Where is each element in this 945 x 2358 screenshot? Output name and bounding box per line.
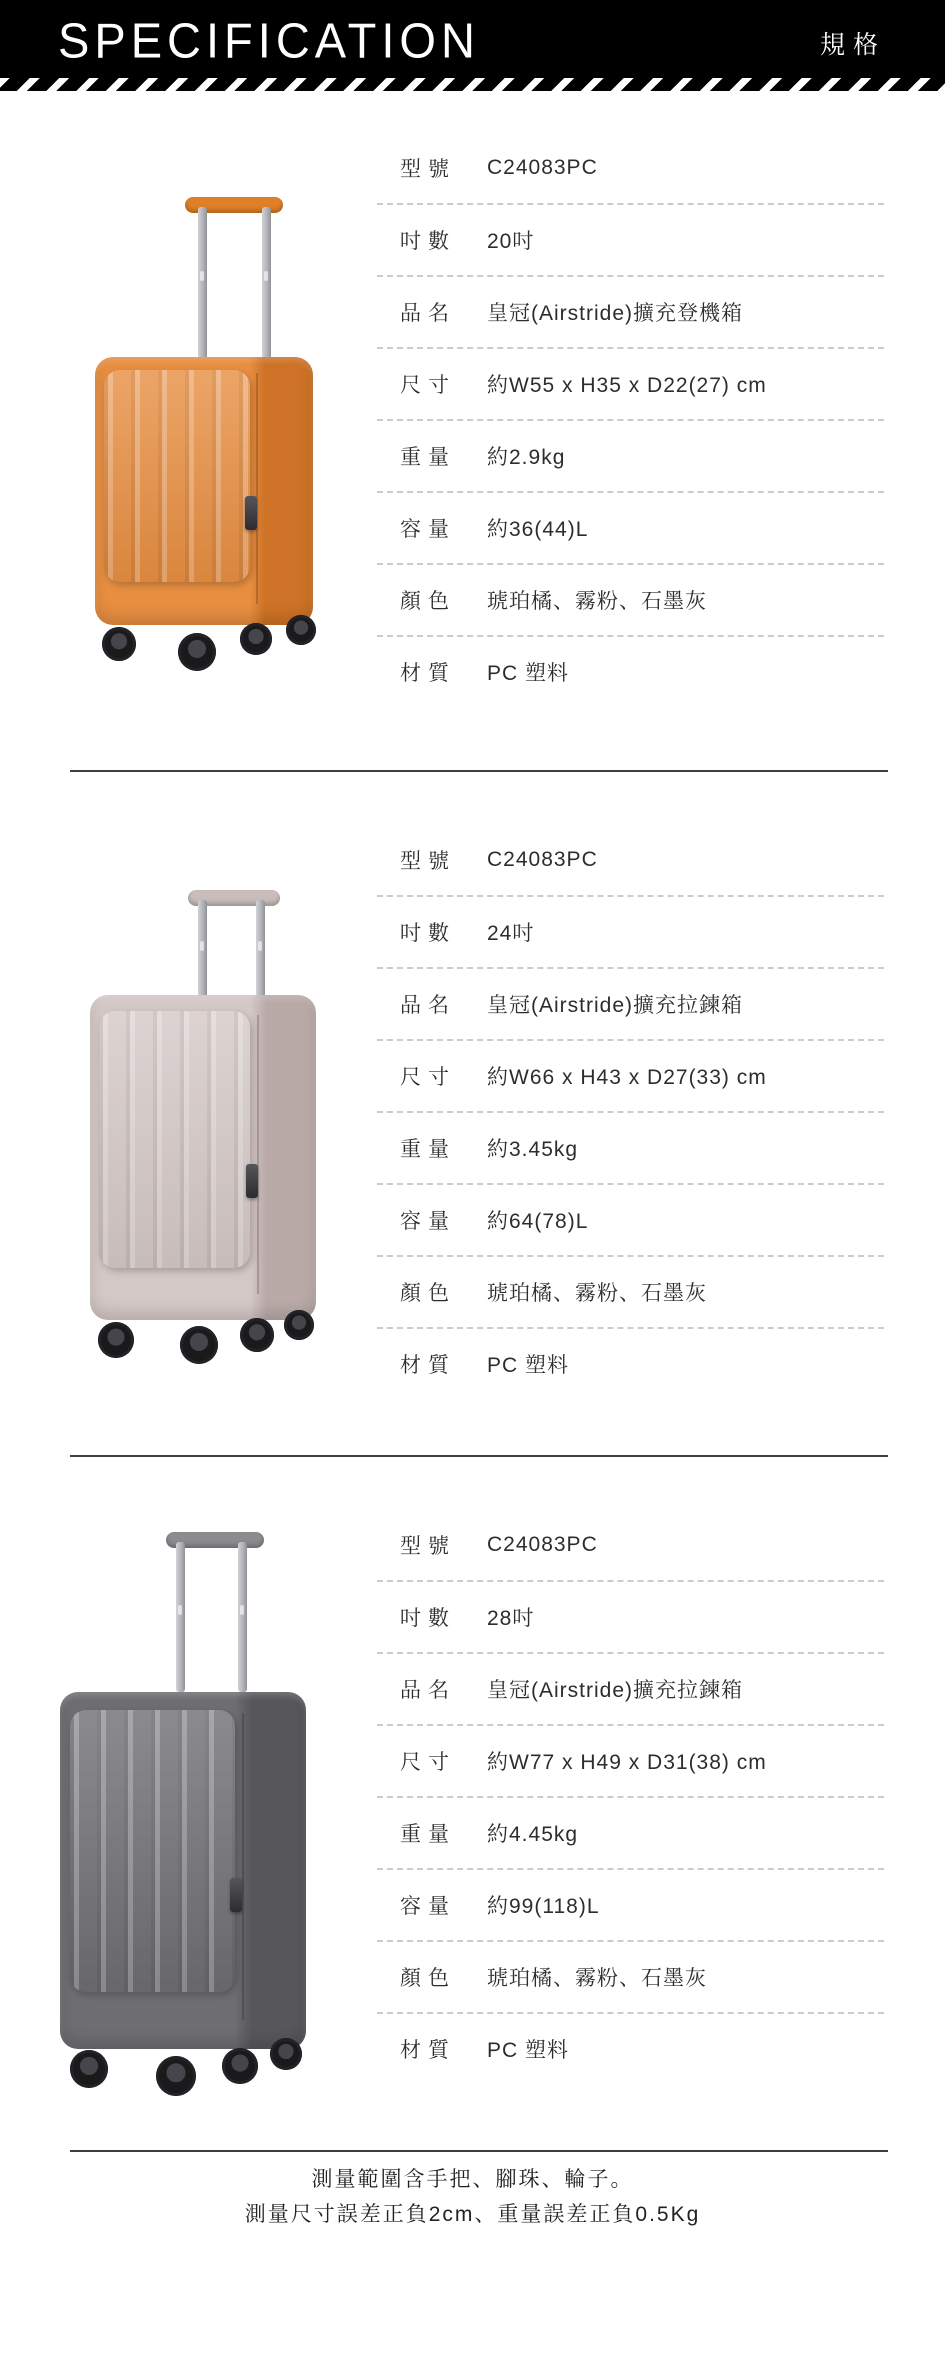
- suitcase-wheel: [156, 2056, 196, 2096]
- spec-label-color: 顏色: [400, 1967, 456, 1990]
- section-divider: [70, 770, 888, 772]
- spec-row-color: [377, 1942, 884, 2014]
- suitcase-body: [90, 995, 316, 1320]
- spec-label-capacity: 容量: [400, 1210, 456, 1233]
- spec-row-weight: [377, 421, 884, 493]
- spec-table-20in: [377, 133, 884, 707]
- spec-value-size: 約W55 x H35 x D22(27) cm: [487, 374, 767, 397]
- spec-value-name: 皇冠(Airstride)擴充拉鍊箱: [487, 994, 744, 1017]
- spec-label-capacity: 容量: [400, 518, 456, 541]
- spec-value-color: 琥珀橘、霧粉、石墨灰: [487, 1967, 707, 1990]
- spec-row-inches: [377, 1582, 884, 1654]
- suitcase-body: [95, 357, 313, 625]
- spec-label-model: 型號: [400, 1535, 456, 1558]
- spec-value-color: 琥珀橘、霧粉、石墨灰: [487, 590, 707, 613]
- spec-label-model: 型號: [400, 158, 456, 181]
- spec-label-weight: 重量: [400, 1823, 456, 1846]
- suitcase-front-pocket: [99, 1011, 250, 1268]
- suitcase-wheel: [102, 627, 136, 661]
- spec-row-model: [377, 1510, 884, 1582]
- spec-value-inches: 20吋: [487, 230, 535, 253]
- spec-row-name: [377, 1654, 884, 1726]
- suitcase-wheel: [70, 2050, 108, 2088]
- suitcase-image-28in: [58, 1532, 308, 2097]
- suitcase-handle-tube: [176, 1542, 185, 1692]
- spec-row-inches: [377, 205, 884, 277]
- spec-row-material: [377, 637, 884, 707]
- suitcase-handle-tube: [262, 207, 271, 359]
- spec-label-inches: 吋數: [400, 230, 456, 253]
- spec-label-name: 品名: [400, 302, 456, 325]
- suitcase-body: [60, 1692, 306, 2049]
- spec-value-size: 約W66 x H43 x D27(33) cm: [487, 1066, 767, 1089]
- spec-label-capacity: 容量: [400, 1895, 456, 1918]
- suitcase-zipper-seam: [256, 373, 258, 603]
- spec-label-material: 材質: [400, 1354, 456, 1377]
- spec-label-size: 尺寸: [400, 374, 456, 397]
- spec-row-name: [377, 277, 884, 349]
- measurement-note: [0, 2162, 945, 2232]
- spec-value-name: 皇冠(Airstride)擴充登機箱: [487, 302, 744, 325]
- spec-row-name: [377, 969, 884, 1041]
- spec-label-name: 品名: [400, 994, 456, 1017]
- suitcase-wheel: [222, 2048, 258, 2084]
- spec-row-model: [377, 825, 884, 897]
- spec-row-capacity: [377, 1185, 884, 1257]
- spec-value-weight: 約3.45kg: [487, 1138, 579, 1161]
- spec-value-model: C24083PC: [487, 848, 598, 871]
- suitcase-wheel: [180, 1326, 218, 1364]
- spec-value-name: 皇冠(Airstride)擴充拉鍊箱: [487, 1679, 744, 1702]
- spec-row-capacity: [377, 1870, 884, 1942]
- section-divider: [70, 1455, 888, 1457]
- header-bar: [0, 0, 945, 78]
- suitcase-wheel: [240, 1318, 274, 1352]
- spec-label-color: 顏色: [400, 590, 456, 613]
- spec-label-size: 尺寸: [400, 1066, 456, 1089]
- spec-row-weight: [377, 1113, 884, 1185]
- spec-label-material: 材質: [400, 2039, 456, 2062]
- suitcase-wheel: [240, 623, 272, 655]
- spec-value-inches: 24吋: [487, 922, 535, 945]
- spec-value-color: 琥珀橘、霧粉、石墨灰: [487, 1282, 707, 1305]
- spec-label-material: 材質: [400, 662, 456, 685]
- spec-label-weight: 重量: [400, 1138, 456, 1161]
- spec-row-weight: [377, 1798, 884, 1870]
- spec-table-28in: [377, 1510, 884, 2084]
- page-title-chinese: 規格: [820, 31, 887, 59]
- spec-label-size: 尺寸: [400, 1751, 456, 1774]
- suitcase-wheel: [286, 615, 316, 645]
- suitcase-wheel: [98, 1322, 134, 1358]
- spec-row-size: [377, 349, 884, 421]
- suitcase-handle-tube: [198, 207, 207, 359]
- suitcase-image-20in: [90, 197, 325, 667]
- suitcase-lock: [246, 1164, 258, 1198]
- spec-value-weight: 約4.45kg: [487, 1823, 579, 1846]
- suitcase-wheel: [178, 633, 216, 671]
- spec-row-material: [377, 2014, 884, 2084]
- spec-row-color: [377, 565, 884, 637]
- suitcase-handle-tube: [256, 900, 265, 997]
- spec-value-model: C24083PC: [487, 1533, 598, 1556]
- suitcase-handle-tube: [198, 900, 207, 997]
- suitcase-wheel: [270, 2038, 302, 2070]
- spec-value-material: PC 塑料: [487, 2039, 570, 2062]
- spec-value-capacity: 約36(44)L: [487, 518, 589, 541]
- section-divider: [70, 2150, 888, 2152]
- measurement-note-line1: 測量範圍含手把、腳珠、輪子。: [311, 2168, 634, 2191]
- spec-value-inches: 28吋: [487, 1607, 535, 1630]
- spec-row-inches: [377, 897, 884, 969]
- spec-row-size: [377, 1041, 884, 1113]
- spec-value-weight: 約2.9kg: [487, 446, 566, 469]
- spec-value-material: PC 塑料: [487, 1354, 570, 1377]
- spec-label-weight: 重量: [400, 446, 456, 469]
- suitcase-zipper-seam: [242, 1713, 244, 2020]
- spec-value-material: PC 塑料: [487, 662, 570, 685]
- suitcase-zipper-seam: [257, 1015, 259, 1295]
- spec-value-size: 約W77 x H49 x D31(38) cm: [487, 1751, 767, 1774]
- spec-table-24in: [377, 825, 884, 1399]
- spec-row-size: [377, 1726, 884, 1798]
- suitcase-handle-tube: [238, 1542, 247, 1692]
- spec-row-material: [377, 1329, 884, 1399]
- spec-label-inches: 吋數: [400, 922, 456, 945]
- suitcase-lock: [230, 1878, 242, 1912]
- diagonal-stripe-divider: [0, 78, 945, 91]
- spec-label-inches: 吋數: [400, 1607, 456, 1630]
- suitcase-wheel: [284, 1310, 314, 1340]
- suitcase-lock: [245, 496, 257, 530]
- spec-value-capacity: 約99(118)L: [487, 1895, 600, 1918]
- suitcase-front-pocket: [70, 1710, 235, 1992]
- measurement-note-line2: 測量尺寸誤差正負2cm、重量誤差正負0.5Kg: [244, 2203, 701, 2226]
- spec-row-capacity: [377, 493, 884, 565]
- spec-label-color: 顏色: [400, 1282, 456, 1305]
- spec-label-model: 型號: [400, 850, 456, 873]
- spec-value-model: C24083PC: [487, 156, 598, 179]
- page-title: SPECIFICATION: [58, 12, 480, 69]
- suitcase-image-24in: [88, 890, 318, 1362]
- suitcase-front-pocket: [104, 370, 250, 582]
- spec-row-color: [377, 1257, 884, 1329]
- spec-row-model: [377, 133, 884, 205]
- spec-label-name: 品名: [400, 1679, 456, 1702]
- spec-value-capacity: 約64(78)L: [487, 1210, 589, 1233]
